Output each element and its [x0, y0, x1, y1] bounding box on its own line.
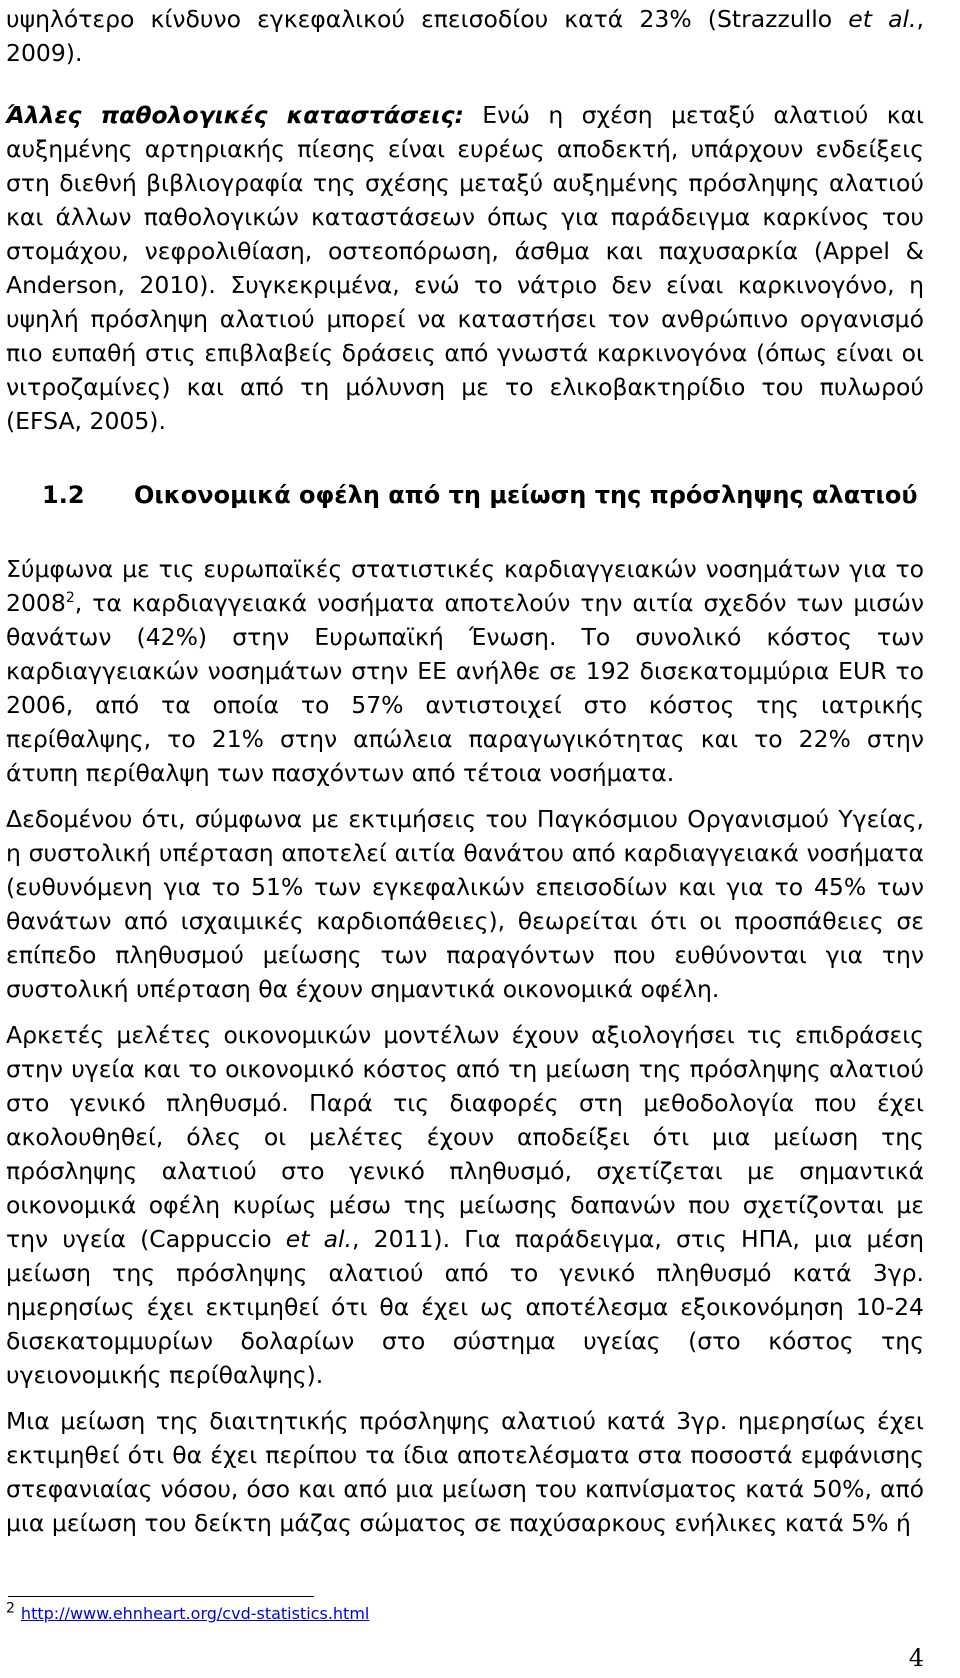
continued-paragraph — [6, 2, 924, 70]
footnote-separator — [8, 1596, 314, 1597]
et-al-citation: et al. — [848, 5, 917, 33]
footnote-link[interactable]: http://www.ehnheart.org/cvd-statistics.html — [20, 1604, 370, 1623]
paragraph-salt-reduction-effects: Μια μείωση της διαιτητικής πρόσληψης αλατιού κατά 3γρ. ημερησίως έχει εκτιμηθεί ότι θα έχει περίπου τα ίδια αποτελέσματα στα ποσοστά εμφάνισης στεφανιαίας νόσου, όσο και από μια μείωση του καπνίσματος κατά 50%, από μια μείωση του δείκτη μάζας σώματος σε παχύσαρκους ενήλικες κατά 5% ή — [6, 1407, 924, 1537]
paragraph-text: , τα καρδιαγγειακά νοσήματα αποτελούν την αιτία σχεδόν των μισών θανάτων (42%) στην Ευρωπαϊκή Ένωση. Το συνολικό κόστος των καρδιαγγειακών νοσημάτων στην ΕΕ ανήλθε σε 192 δισεκατομμύρια EUR το 2006, από τα οποία το 57% αντιστοιχεί στο κόστος της ιατρικής περίθαλψης, το 21% στην απώλεια παραγωγικότητας και το 22% στην άτυπη περίθαλψη των πασχόντων από τέτοια νοσήματα. — [6, 589, 924, 787]
paragraph-text: Ενώ η σχέση μεταξύ αλατιού και αυξημένης αρτηριακής πίεσης είναι ευρέως αποδεκτή, υπάρχουν ενδείξεις στη διεθνή βιβλιογραφία της σχέσης μεταξύ αυξημένης πρόσληψης αλατιού και άλλων παθολογικών καταστάσεων όπως για παράδειγμα καρκίνος του στομάχου, νεφρολιθίαση, οστεοπόρωση, άσθμα και παχυσαρκία (Appel & Anderson, 2010). Συγκεκριμένα, ενώ το νάτριο δεν είναι καρκινογόνο, η υψηλή πρόσληψη αλατιού μπορεί να καταστήσει τον ανθρώπινο οργανισμό πιο ευπαθή στις επιβλαβείς δράσεις από γνωστά καρκινογόνα (όπως είναι οι νιτροζαμίνες) και από τη μόλυνση με το ελικοβακτηρίδιο του πυλωρού (EFSA, 2005). — [6, 101, 925, 435]
et-al-citation: et al. — [285, 1225, 352, 1253]
section-heading — [6, 478, 924, 512]
paragraph-economic-models — [6, 1018, 924, 1392]
paragraph-text: Αρκετές μελέτες οικονομικών μοντέλων έχουν αξιολογήσει τις επιδράσεις στην υγεία και το οικονομικό κόστος από τη μείωση της πρόσληψης αλατιού στο γενικό πληθυσμό. Παρά τις διαφορές στη μεθοδολογία που έχει ακολουθηθεί, όλες οι μελέτες έχουν αποδείξει ότι μια μείωση της πρόσληψης αλατιού στο γενικό πληθυσμό, σχετίζεται με σημαντικά οικονομικά οφέλη κυρίως μέσω της μείωσης δαπανών που σχετίζονται με την υγεία (Cappuccio — [6, 1021, 924, 1253]
paragraph-cvd-statistics — [6, 552, 924, 790]
document-page — [6, 0, 924, 1540]
paragraph-who-estimates: Δεδομένου ότι, σύμφωνα με εκτιμήσεις του Παγκόσμιου Οργανισμού Υγείας, η συστολική υπέρταση αποτελεί αιτία θανάτου από καρδιαγγειακά νοσήματα (ευθυνόμενη για το 51% των εγκεφαλικών επεισοδίων και για το 45% των θανάτων από ισχαιμικές καρδιοπάθειες), θεωρείται ότι οι προσπάθειες σε επίπεδο πληθυσμού μείωσης των παραγόντων που ευθύνονται για την συστολική υπέρταση θα έχουν σημαντικά οικονομικά οφέλη. — [6, 805, 924, 1003]
paragraph-lead-in: Άλλες παθολογικές καταστάσεις: — [6, 101, 464, 129]
paragraph-text: , 2011). Για παράδειγμα, στις ΗΠΑ, μια μέση μείωση της πρόσληψης αλατιού από το γενικό πληθυσμό κατά 3γρ. ημερησίως έχει εκτιμηθεί ότι θα έχει ως αποτέλεσμα εξοικονόμηση 10-24 δισεκατομμυρίων δολαρίων στο σύστημα υγείας (στο κόστος της υγειονομικής περίθαλψης). — [6, 1225, 924, 1389]
page-number: 4 — [908, 1644, 924, 1672]
footnote-marker: 2 — [6, 1600, 15, 1617]
section-title: Οικονομικά οφέλη από τη μείωση της πρόσληψης αλατιού — [134, 481, 918, 509]
paragraph-text: Σύμφωνα με τις ευρωπαϊκές στατιστικές καρδιαγγειακών νοσημάτων για το 2008 — [6, 555, 924, 617]
paragraph-text: , 2009). — [6, 5, 924, 67]
other-conditions-paragraph — [6, 98, 924, 438]
footnote — [6, 1600, 370, 1624]
section-number: 1.2 — [42, 481, 85, 509]
footnote-reference[interactable]: 2 — [65, 590, 75, 607]
paragraph-text: υψηλότερο κίνδυνο εγκεφαλικού επεισοδίου κατά 23% (Strazzullo — [6, 5, 849, 33]
